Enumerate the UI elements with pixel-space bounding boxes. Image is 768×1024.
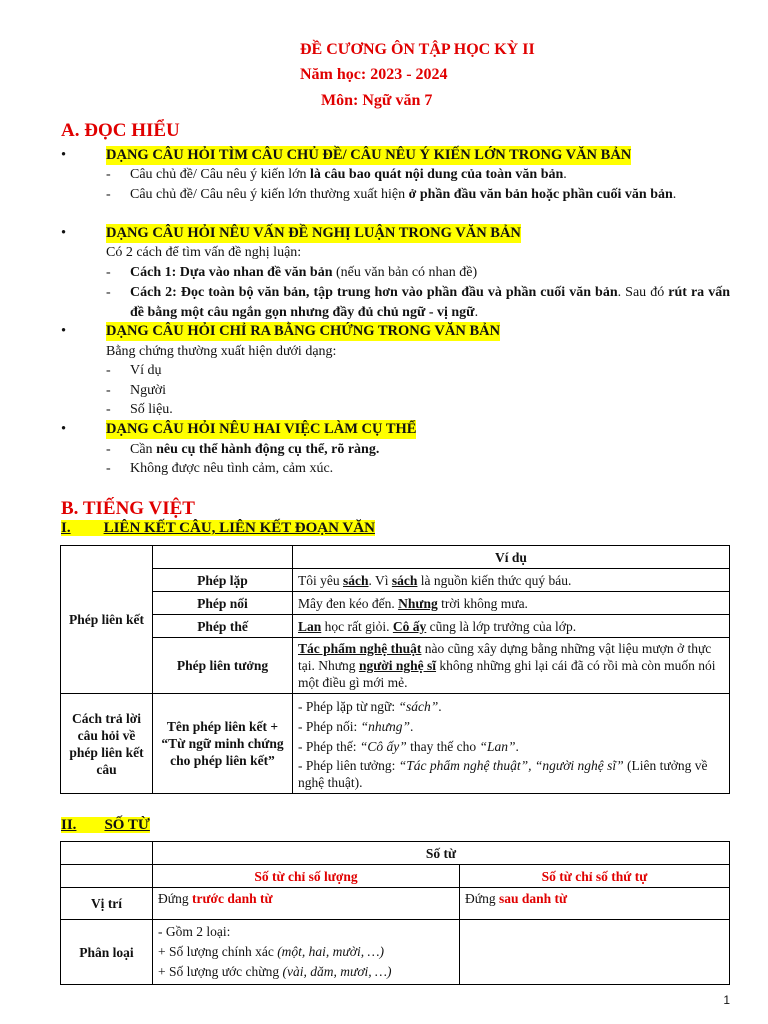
position-label: Vị trí [61, 888, 153, 920]
cohesion-group-label: Phép liên kết [61, 546, 153, 694]
bullet-2-method-2: Cách 2: Đọc toàn bộ văn bản, tập trung hơn vào phần đầu và phần cuối văn bản. Sau đó rút ra vấn đề bằng một câu ngắn gọn nhưng đầy đủ chủ ngữ - vị ngữ. [130, 285, 730, 320]
classification-label: Phân loại [61, 920, 153, 985]
bullet-4-heading: DẠNG CÂU HỎI NÊU HAI VIỆC LÀM CỤ THỂ [106, 421, 417, 437]
association-example: Tác phẩm nghệ thuật nào cũng xây dựng bằng những vật liệu mượn ở thực tại. Nhưng người nghệ sĩ không những ghi lại cái đã có rồi mà còn muốn nói một điều gì mới mẻ. [293, 638, 730, 694]
conjunction-label: Phép nối [153, 592, 293, 615]
answer-substitution: - Phép thế: “Cô ấy” thay thế cho “Lan”. [298, 738, 519, 754]
conjunction-example: Mây đen kéo đến. Nhưng trời không mưa. [293, 592, 730, 615]
answer-examples [293, 694, 730, 794]
bullet-3-intro: Bằng chứng thường xuất hiện dưới dạng: [106, 344, 337, 359]
empty-cell [61, 865, 153, 888]
doc-title: ĐỀ CƯƠNG ÔN TẬP HỌC KỲ II [300, 41, 535, 58]
bullet-dot: • [61, 147, 67, 163]
dash: - [106, 363, 111, 378]
dash: - [106, 167, 111, 182]
bullet-dot: • [61, 421, 67, 437]
page-number: 1 [723, 993, 730, 1007]
dash: - [106, 285, 111, 300]
bullet-3-heading: DẠNG CÂU HỎI CHỈ RA BẰNG CHỨNG TRONG VĂN BẢN [106, 323, 501, 339]
dash: - [106, 442, 111, 457]
repetition-example: Tôi yêu sách. Vì sách là nguồn kiến thức quý báu. [293, 569, 730, 592]
dash: - [106, 402, 111, 417]
dash: - [106, 383, 111, 398]
numeral-table [60, 841, 730, 985]
school-year: Năm học: 2023 - 2024 [300, 66, 448, 83]
bullet-4-line-1: Cần nêu cụ thể hành động cụ thể, rõ ràng. [130, 442, 380, 457]
association-label: Phép liên tưởng [153, 638, 293, 694]
empty-header-cell [153, 546, 293, 569]
evidence-item: Số liệu. [130, 402, 173, 417]
bullet-dot: • [61, 225, 67, 241]
section-a-title: A. ĐỌC HIỂU [61, 120, 180, 141]
ordinal-position: Đứng sau danh từ [460, 888, 730, 920]
dash: - [106, 461, 111, 476]
bullet-2-intro: Có 2 cách để tìm vấn đề nghị luận: [106, 245, 302, 260]
numeral-header: Số từ [153, 842, 730, 865]
cardinal-classification: - Gồm 2 loại: + Số lượng chính xác (một, hai, mười, …) + Số lượng ước chừng (vài, dăm, mươi, …) [153, 920, 460, 985]
dash: - [106, 187, 111, 202]
bullet-1-heading: DẠNG CÂU HỎI TÌM CÂU CHỦ ĐỀ/ CÂU NÊU Ý KIẾN LỚN TRONG VĂN BẢN [106, 147, 632, 163]
bullet-2-method-1: Cách 1: Dựa vào nhan đề văn bản (nếu văn bản có nhan đề) [130, 265, 478, 280]
ordinal-header: Số từ chỉ số thứ tự [460, 865, 730, 888]
repetition-label: Phép lặp [153, 569, 293, 592]
section-b-title: B. TIẾNG VIỆT [61, 498, 195, 519]
answer-association: - Phép liên tưởng: “Tác phẩm nghệ thuật”, “người nghệ sĩ” (Liên tưởng về nghệ thuật). [298, 757, 708, 790]
subject: Môn: Ngữ văn 7 [321, 92, 433, 109]
subsection-1-title: I. LIÊN KẾT CÂU, LIÊN KẾT ĐOẠN VĂN [61, 520, 375, 536]
bullet-1-line-2: Câu chủ đề/ Câu nêu ý kiến lớn thường xuất hiện ở phần đầu văn bản hoặc phần cuối văn bản. [130, 187, 677, 202]
bullet-1-line-1: Câu chủ đề/ Câu nêu ý kiến lớn là câu bao quát nội dung của toàn văn bản. [130, 167, 567, 182]
ordinal-classification [460, 920, 730, 985]
answer-format: Tên phép liên kết + “Từ ngữ minh chứng cho phép liên kết” [153, 694, 293, 794]
substitution-label: Phép thế [153, 615, 293, 638]
bullet-dot: • [61, 323, 67, 339]
substitution-example: Lan học rất giỏi. Cô ấy cũng là lớp trưởng của lớp. [293, 615, 730, 638]
cohesion-table [60, 545, 730, 794]
evidence-item: Ví dụ [130, 363, 162, 378]
answer-method-label: Cách trả lời câu hỏi về phép liên kết câu [61, 694, 153, 794]
answer-repetition: - Phép lặp từ ngữ: “sách”. [298, 698, 442, 714]
bullet-2-heading: DẠNG CÂU HỎI NÊU VẤN ĐỀ NGHỊ LUẬN TRONG VĂN BẢN [106, 225, 521, 241]
bullet-4-line-2: Không được nêu tình cảm, cảm xúc. [130, 461, 334, 476]
cardinal-header: Số từ chỉ số lượng [153, 865, 460, 888]
evidence-item: Người [130, 383, 166, 398]
subsection-2-title: II. SỐ TỪ [61, 817, 150, 833]
cardinal-position: Đứng trước danh từ [153, 888, 460, 920]
empty-header-cell [61, 842, 153, 865]
dash: - [106, 265, 111, 280]
answer-conjunction: - Phép nối: “nhưng”. [298, 718, 414, 734]
example-header: Ví dụ [293, 546, 730, 569]
